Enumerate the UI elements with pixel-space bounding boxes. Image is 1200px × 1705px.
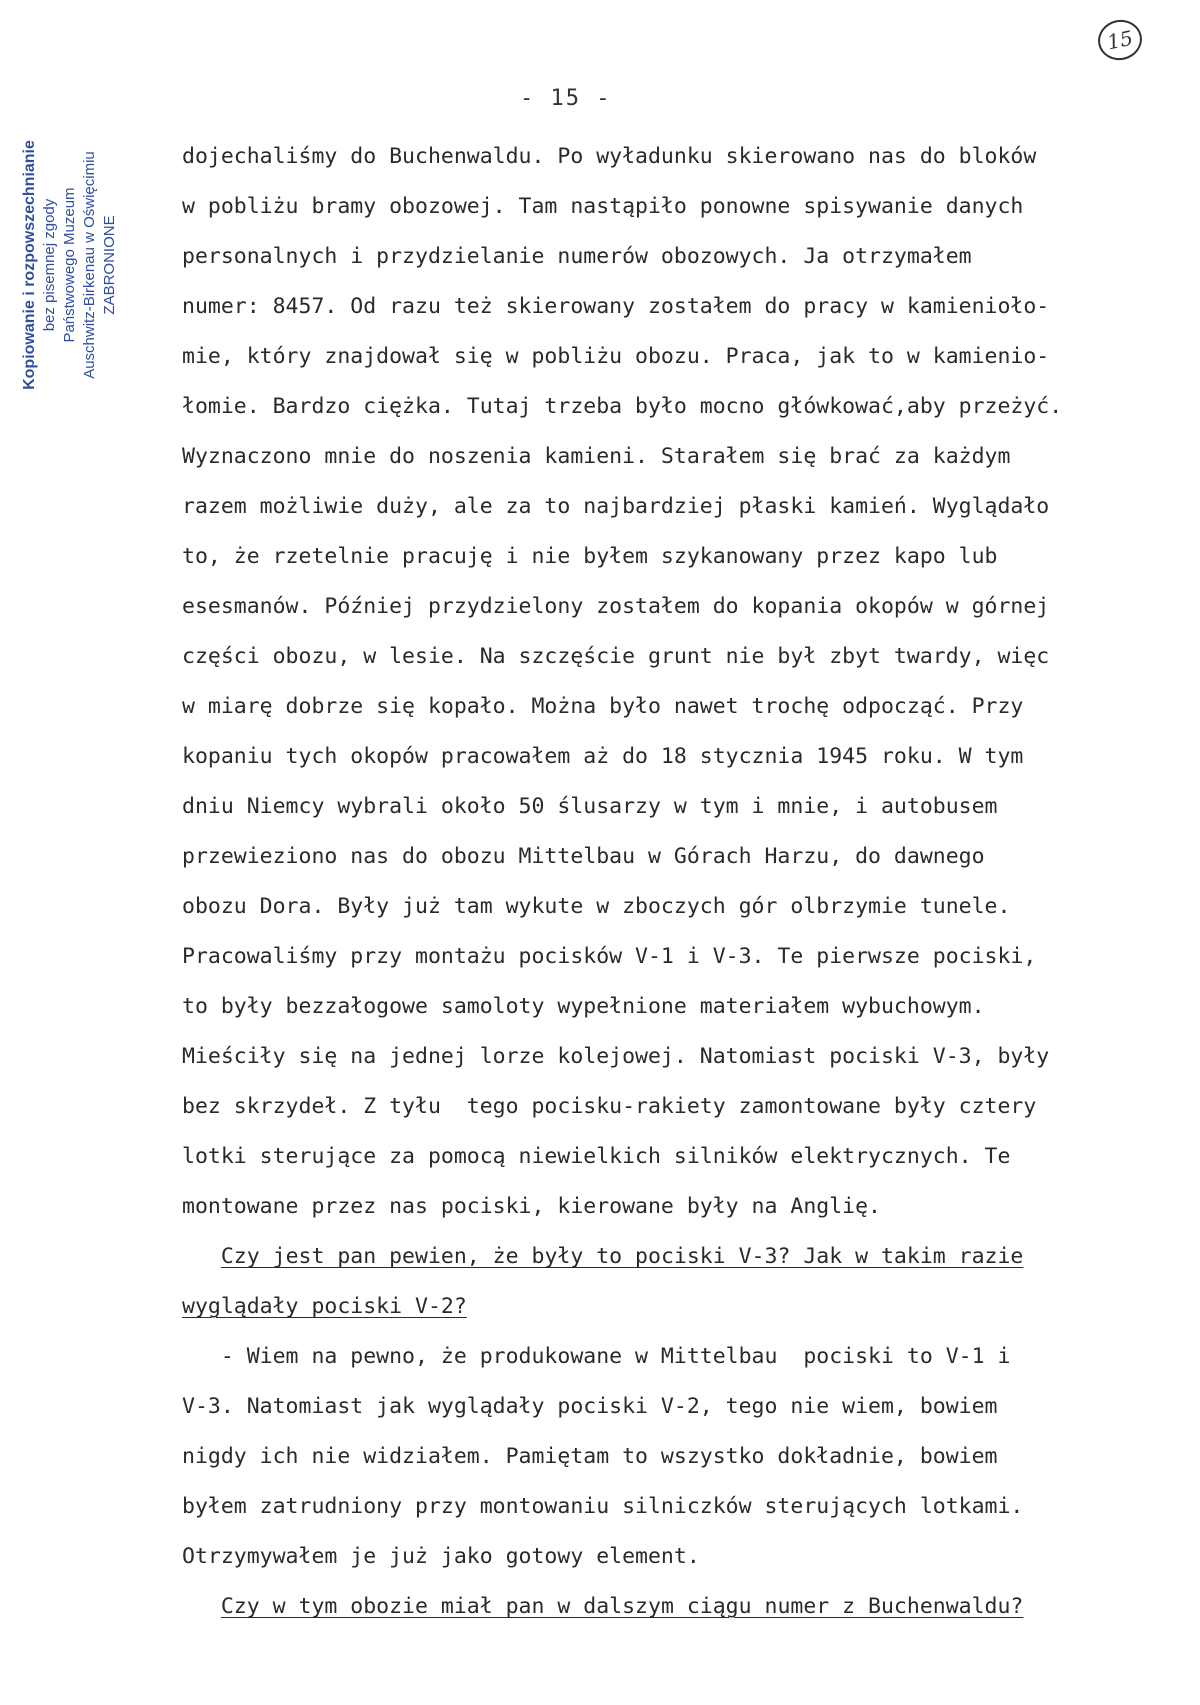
copyright-stamp	[20, 130, 140, 400]
text-line: nigdy ich nie widziałem. Pamiętam to wszystko dokładnie, bowiem	[182, 1444, 998, 1469]
text-line: kopaniu tych okopów pracowałem aż do 18 stycznia 1945 roku. W tym	[182, 744, 1024, 769]
underlined-question: Czy w tym obozie miał pan w dalszym ciągu numer z Buchenwaldu?	[220, 1594, 1024, 1619]
indent	[182, 1244, 221, 1269]
text-line: w miarę dobrze się kopało. Można było nawet trochę odpocząć. Przy	[182, 694, 1024, 719]
text-line: dniu Niemcy wybrali około 50 ślusarzy w tym i mnie, i autobusem	[182, 794, 998, 819]
text-line: lotki sterujące za pomocą niewielkich silników elektrycznych. Te	[182, 1144, 1011, 1169]
text-line: dojechaliśmy do Buchenwaldu. Po wyładunku skierowano nas do bloków	[182, 144, 1037, 169]
text-line: personalnych i przydzielanie numerów obozowych. Ja otrzymałem	[182, 244, 972, 269]
text-line: V-3. Natomiast jak wyglądały pociski V-2, tego nie wiem, bowiem	[182, 1394, 998, 1419]
interview-question-line	[182, 1282, 1182, 1332]
text-line: obozu Dora. Były już tam wykute w zboczych gór olbrzymie tunele.	[182, 894, 1011, 919]
text-line: - Wiem na pewno, że produkowane w Mittelbau pociski to V-1 i	[182, 1344, 1011, 1369]
copyright-stamp-line: Auschwitz-Birkenau w Oświęcimiu	[81, 151, 98, 379]
text-line: przewieziono nas do obozu Mittelbau w Górach Harzu, do dawnego	[182, 844, 985, 869]
text-line: to, że rzetelnie pracuję i nie byłem szykanowany przez kapo lub	[182, 544, 998, 569]
typed-text-body	[182, 132, 1182, 1632]
text-line: to były bezzałogowe samoloty wypełnione materiałem wybuchowym.	[182, 994, 985, 1019]
text-line: bez skrzydeł. Z tyłu tego pocisku-rakiety zamontowane były cztery	[182, 1094, 1037, 1119]
text-line: Mieściły się na jednej lorze kolejowej. Natomiast pociski V-3, były	[182, 1044, 1050, 1069]
text-line: części obozu, w lesie. Na szczęście grunt nie był zbyt twardy, więc	[182, 644, 1050, 669]
page-number: - 15 -	[520, 86, 612, 111]
text-line: Wyznaczono mnie do noszenia kamieni. Starałem się brać za każdym	[182, 444, 1011, 469]
text-line: Otrzymywałem je już jako gotowy element.	[182, 1544, 700, 1569]
copyright-stamp-line: Kopiowanie i rozpowszechnianie	[21, 140, 38, 390]
underlined-question: wyglądały pociski V-2?	[182, 1294, 467, 1319]
archive-page-stamp: 15	[1094, 16, 1145, 64]
interview-question-line	[182, 1582, 1182, 1632]
interview-question-line	[182, 1232, 1182, 1282]
text-line: esesmanów. Później przydzielony zostałem do kopania okopów w górnej	[182, 594, 1050, 619]
copyright-stamp-line: ZABRONIONE	[101, 215, 118, 315]
text-line: łomie. Bardzo ciężka. Tutaj trzeba było mocno główkować,aby przeżyć.	[182, 394, 1063, 419]
copyright-stamp-line: Państwowego Muzeum	[61, 187, 78, 343]
text-line: Pracowaliśmy przy montażu pocisków V-1 i V-3. Te pierwsze pociski,	[182, 944, 1037, 969]
text-line: numer: 8457. Od razu też skierowany zostałem do pracy w kamienioło-	[182, 294, 1050, 319]
copyright-stamp-line: bez pisemnej zgody	[41, 198, 58, 332]
text-line: w pobliżu bramy obozowej. Tam nastąpiło ponowne spisywanie danych	[182, 194, 1024, 219]
text-line: mie, który znajdował się w pobliżu obozu. Praca, jak to w kamienio-	[182, 344, 1050, 369]
text-line: razem możliwie duży, ale za to najbardziej płaski kamień. Wyglądało	[182, 494, 1050, 519]
underlined-question: Czy jest pan pewien, że były to pociski V-3? Jak w takim razie	[220, 1244, 1024, 1269]
text-line: montowane przez nas pociski, kierowane były na Anglię.	[182, 1194, 881, 1219]
indent	[182, 1594, 221, 1619]
text-line: byłem zatrudniony przy montowaniu silniczków sterujących lotkami.	[182, 1494, 1024, 1519]
